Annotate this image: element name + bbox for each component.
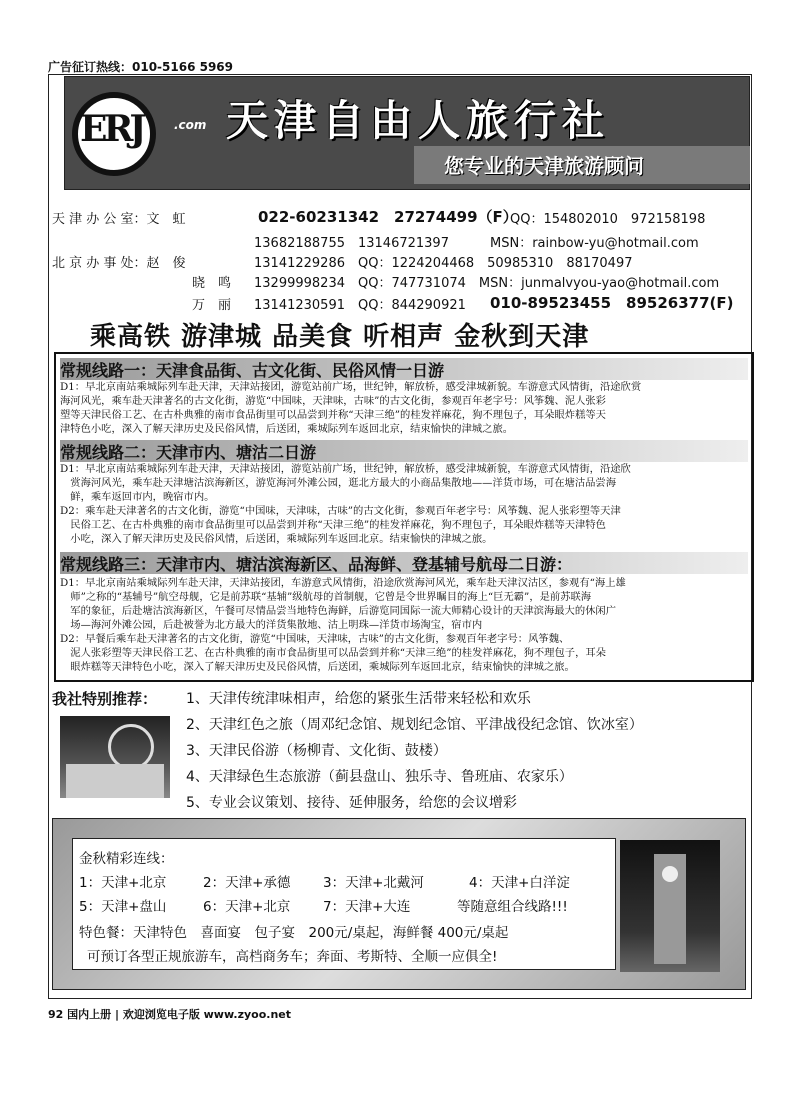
route-3-text [60,576,746,674]
text-line: 场—海河外滩公园，后赴被誉为北方最大的洋货集散地、沽上明珠—洋货市场淘宝，宿市内 [60,619,483,631]
recommend-title: 我社特别推荐： [52,690,158,708]
text-line: 泥人张彩塑等天津民俗工艺、在古朴典雅的南市食品街里可以品尝到并称“天津三绝”的桂发祥麻花，狗不理包子，耳朵 [60,647,606,659]
vehicle-rental: 可预订各型正规旅游车，高档商务车；奔面、考斯特、全顺一应俱全! [87,949,498,965]
recommend-item: 2、天津红色之旅（周邓纪念馆、规划纪念馆、平津战役纪念馆、饮冰室） [186,717,643,733]
agency-name: 天津自由人旅行社 [226,96,611,145]
text-line: D2：早餐后乘车赴天津著名的古文化街，游览“中国味，天津味，古味”的古文化街，参观百年老字号：风筝魏、 [60,633,570,645]
route-2-text [60,462,746,546]
text-line: 海河风光，乘车赴天津著名的古文化街，游览“中国味，天津味，古味”的古文化街，参观百年老字号：风筝魏、泥人张彩 [60,395,606,407]
text-line: 民俗工艺、在古朴典雅的南市食品街里可以品尝到并称“天津三绝”的桂发祥麻花，狗不理包子，耳朵眼炸糕等天津特色 [60,519,606,531]
routes-box [54,352,754,682]
text-line: 眼炸糕等天津特色小吃，深入了解天津历史及民俗风情，后送团，乘城际列车返回北京，结束愉快的津城之旅。 [60,661,575,673]
tianjin-office: 天 津 办 公 室：文 虹 [52,212,186,227]
agency-slogan: 您专业的天津旅游顾问 [444,154,644,178]
tianjin-phone: 022-60231342 27274499（F） [258,208,518,226]
combo-route: 5：天津+盘山 [79,899,167,915]
tianjin-qq: QQ：154802010 972158198 [510,212,706,227]
text-line: 塑等天津民俗工艺、在古朴典雅的南市食品街里可以品尝到并称“天津三绝”的桂发祥麻花，狗不理包子，耳朵眼炸糕等天 [60,409,606,421]
text-line: 军的象征，后赴塘沽滨海新区，午餐可尽情品尝当地特色海鲜，后游览同国际一流大师精心设计的天津滨海最大的休闲广 [60,605,617,617]
wen-hong-mobile: 13682188755 13146721397 [254,236,449,251]
text-line: 师”之称的“基辅号”航空母舰，它是前苏联“基辅”级航母的首制舰，它曾是令世界瞩目的海上“巨无霸”，是前苏联海 [60,591,592,603]
page-footer: 92 国内上册 | 欢迎浏览电子版 www.zyoo.net [48,1008,292,1021]
route-1-title: 常规线路一：天津食品街、古文化街、民俗风情一日游 [60,358,748,380]
wen-hong-msn: MSN：rainbow-yu@hotmail.com [490,236,699,251]
xiao-ming-name: 晓 鸣 [192,276,232,291]
text-line: D2：乘车赴天津著名的古文化街，游览“中国味，天津味，古味”的古文化街，参观百年老字号：风筝魏、泥人张彩塑等天津 [60,505,621,517]
golden-autumn-panel [72,838,616,970]
clock-icon [662,866,678,882]
text-line: D1：早北京南站乘城际列车赴天津，天津站接团，游览站前广场，世纪钟，解放桥，感受津城新貌。车游意式风情街，沿途欣赏 [60,381,642,393]
ad-hotline: 广告征订热线：010-5166 5969 [48,60,234,74]
special-meals: 特色餐：天津特色 喜面宴 包子宴 200元/桌起，海鲜餐 400元/桌起 [79,925,509,941]
text-line: D1：早北京南站乘城际列车赴天津，天津站接团，游览站前广场，世纪钟，解放桥，感受津城新貌，车游意式风情街，沿途欣 [60,463,631,475]
combo-route: 2：天津+承德 [203,875,291,891]
headline: 乘高铁 游津城 品美食 听相声 金秋到天津 [90,322,590,352]
zhao-jun-contact: 13141229286 QQ：1224204468 50985310 88170497 [254,256,633,271]
logo-domain: .com [174,118,207,132]
route-3-title: 常规线路三：天津市内、塘沽滨海新区、品海鲜、登基辅号航母二日游： [60,552,748,574]
wan-li-contact: 13141230591 QQ：844290921 [254,298,466,313]
wan-li-name: 万 丽 [192,298,232,313]
recommend-item: 3、天津民俗游（杨柳青、文化街、鼓楼） [186,743,447,759]
recommend-item: 5、专业会议策划、接待、延伸服务，给您的会议增彩 [186,795,517,811]
ferris-wheel-photo [60,716,170,798]
route-1-text [60,380,746,436]
combo-route: 6：天津+北京 [203,899,291,915]
beijing-phone: 010-89523455 89526377(F) [490,294,734,312]
combo-route-note: 等随意组合线路!!! [457,899,568,915]
combo-route: 3：天津+北戴河 [323,875,424,891]
combo-route: 1：天津+北京 [79,875,167,891]
text-line: 小吃，深入了解天津历史及民俗风情，后送团，乘城际列车返回北京。结束愉快的津城之旅。 [60,533,493,545]
recommend-item: 1、天津传统津味相声，给您的紧张生活带来轻松和欢乐 [186,691,531,707]
logo-letters: ERJ [80,108,143,150]
beijing-office: 北 京 办 事 处：赵 俊 [52,256,186,271]
text-line: 赏海河风光，乘车赴天津塘沽滨海新区，游览海河外滩公园，逛北方最大的小商品集散地——洋货市场，可在塘沽品尝海 [60,477,617,489]
text-line: 鲜，乘车返回市内，晚宿市内。 [60,491,215,503]
golden-title: 金秋精彩连线： [79,851,174,867]
recommend-item: 4、天津绿色生态旅游（蓟县盘山、独乐寺、鲁班庙、农家乐） [186,769,573,785]
text-line: 津特色小吃，深入了解天津历史及民俗风情，后送团，乘城际列车返回北京，结束愉快的津城之旅。 [60,423,514,435]
bridge-shape [66,764,164,798]
clock-tower-photo [620,840,720,972]
combo-route: 7：天津+大连 [323,899,411,915]
text-line: D1：早北京南站乘城际列车赴天津，天津站接团，车游意式风情街，沿途欣赏海河风光，乘车赴天津汉沽区，参观有“海上雄 [60,577,626,589]
xiao-ming-contact: 13299998234 QQ：747731074 MSN：junmalvyou-yao@hotmail.com [254,276,720,291]
combo-route: 4：天津+白洋淀 [469,875,570,891]
route-2-title: 常规线路二：天津市内、塘沽二日游 [60,440,748,462]
